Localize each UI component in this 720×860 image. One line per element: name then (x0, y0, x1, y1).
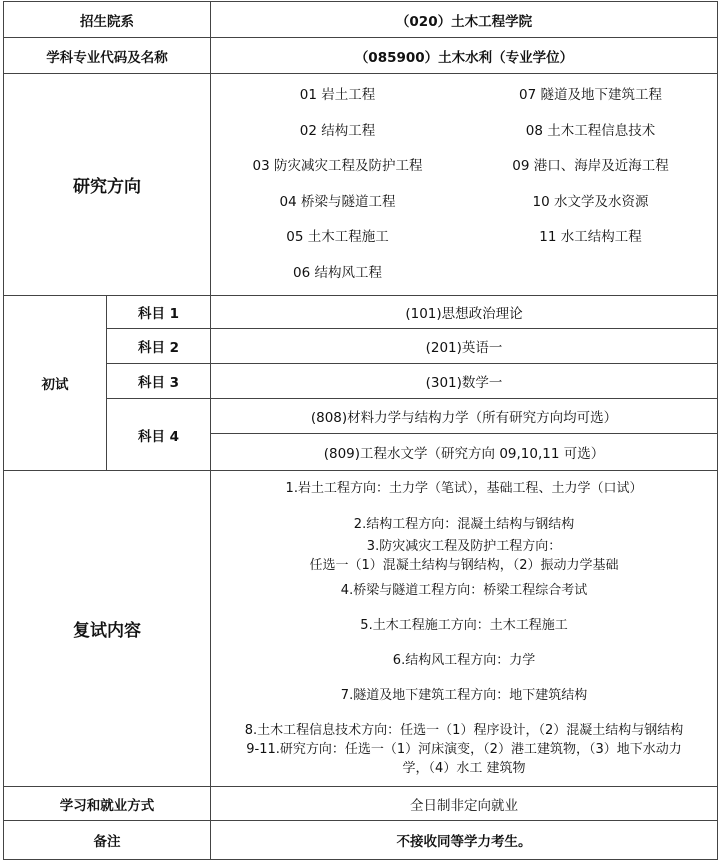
subject-value: (201)英语一 (211, 329, 718, 364)
subject-value: (809)工程水文学（研究方向 09,10,11 可选） (211, 434, 718, 471)
mode-label: 学习和就业方式 (4, 787, 211, 821)
direction-item: 05 土木工程施工 (286, 229, 389, 245)
dept-label: 招生院系 (4, 2, 211, 38)
subject-label: 科目 2 (107, 329, 211, 364)
retest-item: 学，（4）水工 建筑物 (402, 761, 526, 776)
retest-item: 4.桥梁与隧道工程方向：桥梁工程综合考试 (340, 583, 588, 598)
direction-item: 09 港口、海岸及近海工程 (512, 158, 669, 174)
retest-item: 2.结构工程方向：混凝土结构与钢结构 (353, 517, 575, 532)
subject-label: 科目 1 (107, 296, 211, 329)
direction-item: 08 土木工程信息技术 (525, 122, 656, 139)
direction-item: 07 隧道及地下建筑工程 (519, 87, 662, 103)
retest-item: 3.防灾减灾工程及防护工程方向： (366, 539, 562, 554)
note-label: 备注 (4, 821, 211, 860)
direction-label: 研究方向 (4, 74, 211, 296)
retest-item: 任选一（1）混凝土结构与钢结构，（2）振动力学基础 (309, 558, 619, 573)
note-value: 不接收同等学力考生。 (211, 821, 718, 860)
major-value: （085900）土木水利（专业学位） (211, 38, 718, 74)
exam-label: 初试 (4, 296, 107, 471)
major-label: 学科专业代码及名称 (4, 38, 211, 74)
retest-item: 5.土木工程施工方向：土木工程施工 (360, 618, 568, 633)
retest-item: 9-11.研究方向：任选一（1）河床演变，（2）港工建筑物，（3）地下水动力 (246, 742, 682, 757)
direction-item: 01 岩土工程 (299, 87, 376, 103)
retest-item: 7.隧道及地下建筑工程方向：地下建筑结构 (340, 688, 588, 703)
direction-list (211, 74, 718, 296)
direction-item: 06 结构风工程 (293, 264, 382, 281)
mode-value: 全日制非定向就业 (211, 787, 718, 821)
retest-label: 复试内容 (4, 471, 211, 787)
direction-item: 11 水工结构工程 (539, 229, 642, 245)
direction-item: 03 防灾减灾工程及防护工程 (252, 158, 423, 174)
retest-item: 6.结构风工程方向：力学 (392, 653, 536, 668)
subject-label: 科目 3 (107, 364, 211, 399)
subject-value: (808)材料力学与结构力学（所有研究方向均可选） (211, 399, 718, 434)
subject-value: (301)数学一 (211, 364, 718, 399)
subject-value: (101)思想政治理论 (211, 296, 718, 329)
subject-label: 科目 4 (107, 399, 211, 471)
dept-value: （020）土木工程学院 (211, 2, 718, 38)
direction-item: 10 水文学及水资源 (532, 193, 649, 210)
admission-table (3, 1, 718, 860)
direction-item: 02 结构工程 (299, 122, 376, 139)
direction-item: 04 桥梁与隧道工程 (279, 193, 396, 210)
retest-item: 8.土木工程信息技术方向：任选一（1）程序设计，（2）混凝土结构与钢结构 (244, 723, 684, 738)
retest-item: 1.岩土工程方向：土力学（笔试），基础工程、土力学（口试） (285, 481, 643, 496)
retest-content (211, 471, 718, 787)
